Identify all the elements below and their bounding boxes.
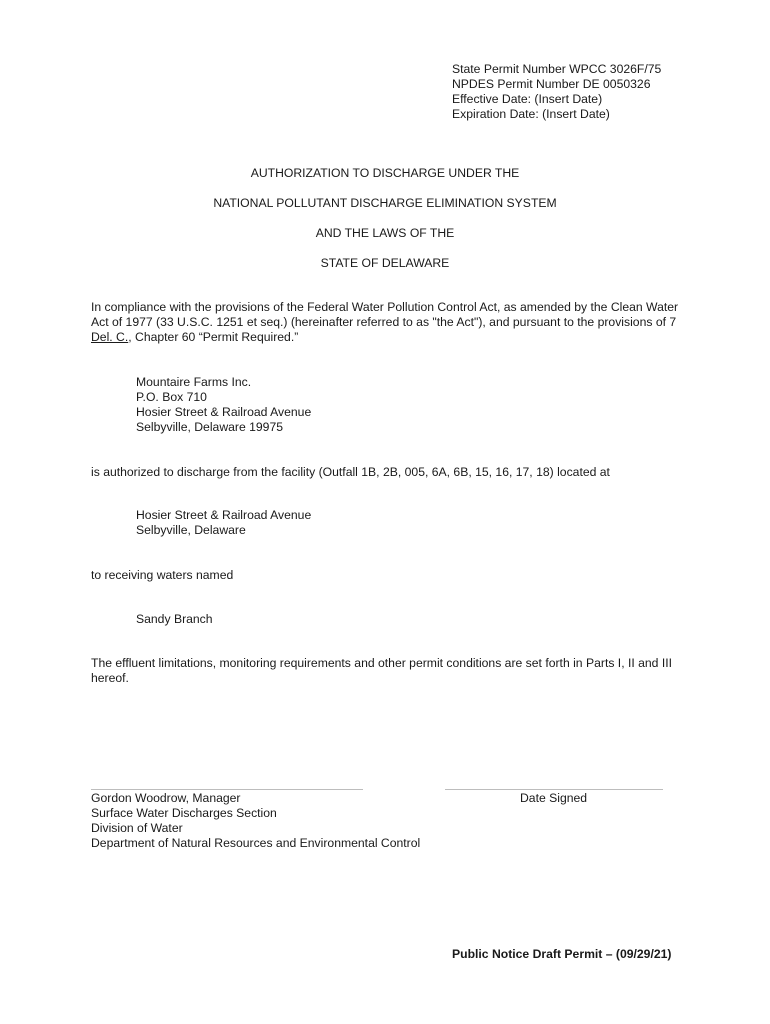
title-line-1: AUTHORIZATION TO DISCHARGE UNDER THE <box>250 166 520 180</box>
title-line-4: STATE OF DELAWARE <box>320 256 450 270</box>
footer-draft-notice: Public Notice Draft Permit – (09/29/21) <box>452 947 672 961</box>
authorized-statement: is authorized to discharge from the facility (Outfall 1B, 2B, 005, 6A, 6B, 15, 16, 17, 18) located at <box>91 465 610 479</box>
permittee-address <box>136 375 311 435</box>
signer-section: Surface Water Discharges Section <box>91 806 277 820</box>
del-c-reference: Del. C. <box>91 330 129 344</box>
state-permit-number: State Permit Number WPCC 3026F/75 <box>452 62 662 76</box>
title-line-3: AND THE LAWS OF THE <box>315 226 455 240</box>
permit-header <box>452 62 661 122</box>
receiving-waters-statement: to receiving waters named <box>91 568 234 582</box>
title-line-2: NATIONAL POLLUTANT DISCHARGE ELIMINATION SYSTEM <box>213 196 557 210</box>
receiving-water-name: Sandy Branch <box>136 612 213 626</box>
facility-location <box>136 508 311 538</box>
signature-line <box>91 789 363 790</box>
signer-department: Department of Natural Resources and Environmental Control <box>91 836 421 850</box>
permittee-po-box: P.O. Box 710 <box>136 390 207 404</box>
permittee-city: Selbyville, Delaware 19975 <box>136 420 284 434</box>
facility-city: Selbyville, Delaware <box>136 523 246 537</box>
date-signed-label: Date Signed <box>520 791 588 805</box>
compliance-text-after: , Chapter 60 “Permit Required.” <box>128 330 299 344</box>
effective-date: Effective Date: (Insert Date) <box>452 92 603 106</box>
facility-street: Hosier Street & Railroad Avenue <box>136 508 312 522</box>
signature-block <box>91 791 420 851</box>
permittee-street: Hosier Street & Railroad Avenue <box>136 405 312 419</box>
effluent-statement: The effluent limitations, monitoring requirements and other permit conditions are set forth in Parts I, II and III hereof. <box>91 656 673 685</box>
date-signed-line <box>445 789 663 790</box>
expiration-date: Expiration Date: (Insert Date) <box>452 107 610 121</box>
compliance-text-before: In compliance with the provisions of the Federal Water Pollution Control Act, as amended by the Clean Water Act of 1977 (33 U.S.C. 1251 et seq.) (hereinafter referred to as "the Act"), and pursuant to the provisions of 7 <box>91 300 679 329</box>
permittee-name: Mountaire Farms Inc. <box>136 375 252 389</box>
npdes-permit-number: NPDES Permit Number DE 0050326 <box>452 77 651 91</box>
signer-division: Division of Water <box>91 821 183 835</box>
signer-name: Gordon Woodrow, Manager <box>91 791 241 805</box>
compliance-paragraph <box>91 300 691 345</box>
